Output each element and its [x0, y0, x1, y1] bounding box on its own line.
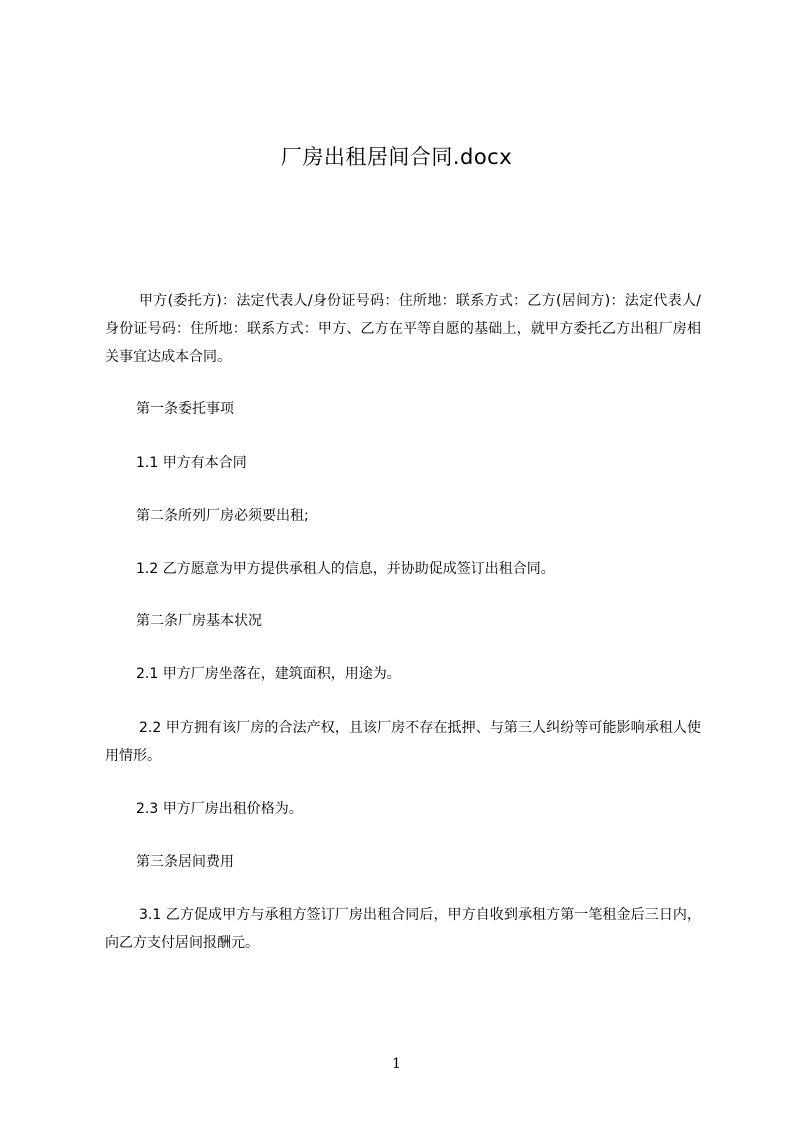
intro-paragraph: 甲方(委托方)：法定代表人/身份证号码：住所地：联系方式：乙方(居间方)：法定代表人/身份证号码：住所地：联系方式：甲方、乙方在平等自愿的基础上，就甲方委托乙方出租厂房相关事宜达成本合同。: [105, 293, 701, 365]
article-3-heading: 第三条居间费用: [136, 854, 234, 870]
clause-1-2: 1.2 乙方愿意为甲方提供承租人的信息，并协助促成签订出租合同。: [136, 561, 555, 577]
document-title: 厂房出租居间合同.docx: [280, 145, 513, 169]
article-2-heading: 第二条厂房基本状况: [136, 613, 262, 629]
page-number: 1: [392, 1056, 401, 1072]
article-1-heading: 第一条委托事项: [136, 401, 234, 417]
clause-2-3: 2.3 甲方厂房出租价格为。: [136, 801, 303, 817]
clause-2-1: 2.1 甲方厂房坐落在，建筑面积，用途为。: [136, 666, 401, 682]
clause-2-2: 2.2 甲方拥有该厂房的合法产权，且该厂房不存在抵押、与第三人纠纷等可能影响承租人使用情形。: [105, 720, 701, 764]
clause-3-1: 3.1 乙方促成甲方与承租方签订厂房出租合同后，甲方自收到承租方第一笔租金后三日内，向乙方支付居间报酬元。: [105, 907, 701, 951]
clause-1-1: 1.1 甲方有本合同: [136, 455, 247, 471]
article-2-requirement: 第二条所列厂房必须要出租;: [136, 508, 309, 524]
